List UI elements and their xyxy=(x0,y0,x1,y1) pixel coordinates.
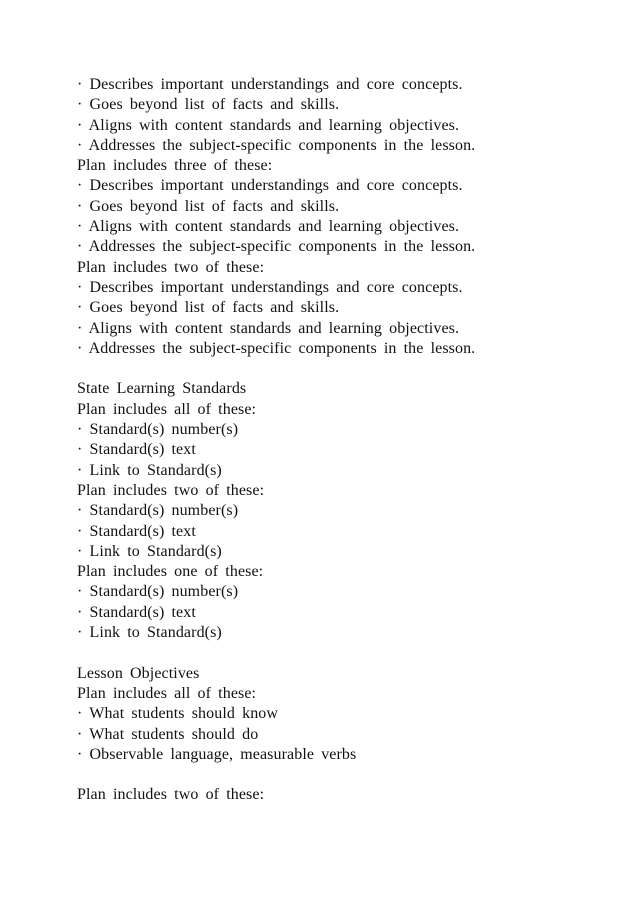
criteria-heading: Plan includes one of these: xyxy=(77,563,264,581)
blank-line xyxy=(77,643,617,663)
bullet-line: · Goes beyond list of facts and skills. xyxy=(77,197,340,215)
bullet-line: · Standard(s) text xyxy=(77,522,196,540)
bullet-line: · Aligns with content standards and learning objectives. xyxy=(77,116,460,134)
bullet-line: · Addresses the subject-specific components in the lesson. xyxy=(77,136,476,154)
blank-line xyxy=(77,765,617,785)
criteria-heading: Plan includes all of these: xyxy=(77,400,257,418)
criteria-heading: Plan includes three of these: xyxy=(77,157,273,175)
bullet-line: · Standard(s) text xyxy=(77,603,196,621)
bullet-line: · What students should know xyxy=(77,705,279,723)
blank-line xyxy=(77,359,617,379)
bullet-line: · Standard(s) number(s) xyxy=(77,583,239,601)
bullet-line: · Link to Standard(s) xyxy=(77,461,222,479)
bullet-line: · Describes important understandings and core concepts. xyxy=(77,76,463,93)
bullet-line: · Addresses the subject-specific components in the lesson. xyxy=(77,238,476,256)
bullet-line: · Link to Standard(s) xyxy=(77,624,222,642)
section-title: Lesson Objectives xyxy=(77,664,200,682)
bullet-line: · Observable language, measurable verbs xyxy=(77,745,357,763)
bullet-line: · Aligns with content standards and learning objectives. xyxy=(77,218,460,236)
document-page xyxy=(77,75,617,806)
criteria-heading: Plan includes two of these: xyxy=(77,258,265,276)
bullet-line: · Standard(s) text xyxy=(77,441,196,459)
bullet-line: · Addresses the subject-specific components in the lesson. xyxy=(77,339,476,357)
bullet-line: · Standard(s) number(s) xyxy=(77,502,239,520)
bullet-line: · Link to Standard(s) xyxy=(77,542,222,560)
criteria-heading: Plan includes two of these: xyxy=(77,786,265,804)
bullet-line: · Aligns with content standards and learning objectives. xyxy=(77,319,460,337)
bullet-line: · Standard(s) number(s) xyxy=(77,421,239,439)
bullet-line: · Goes beyond list of facts and skills. xyxy=(77,96,340,114)
bullet-line: · Describes important understandings and core concepts. xyxy=(77,278,463,296)
bullet-line: · What students should do xyxy=(77,725,259,743)
section-title: State Learning Standards xyxy=(77,380,247,398)
bullet-line: · Describes important understandings and core concepts. xyxy=(77,177,463,195)
criteria-heading: Plan includes two of these: xyxy=(77,481,265,499)
bullet-line: · Goes beyond list of facts and skills. xyxy=(77,299,340,317)
criteria-heading: Plan includes all of these: xyxy=(77,684,257,702)
